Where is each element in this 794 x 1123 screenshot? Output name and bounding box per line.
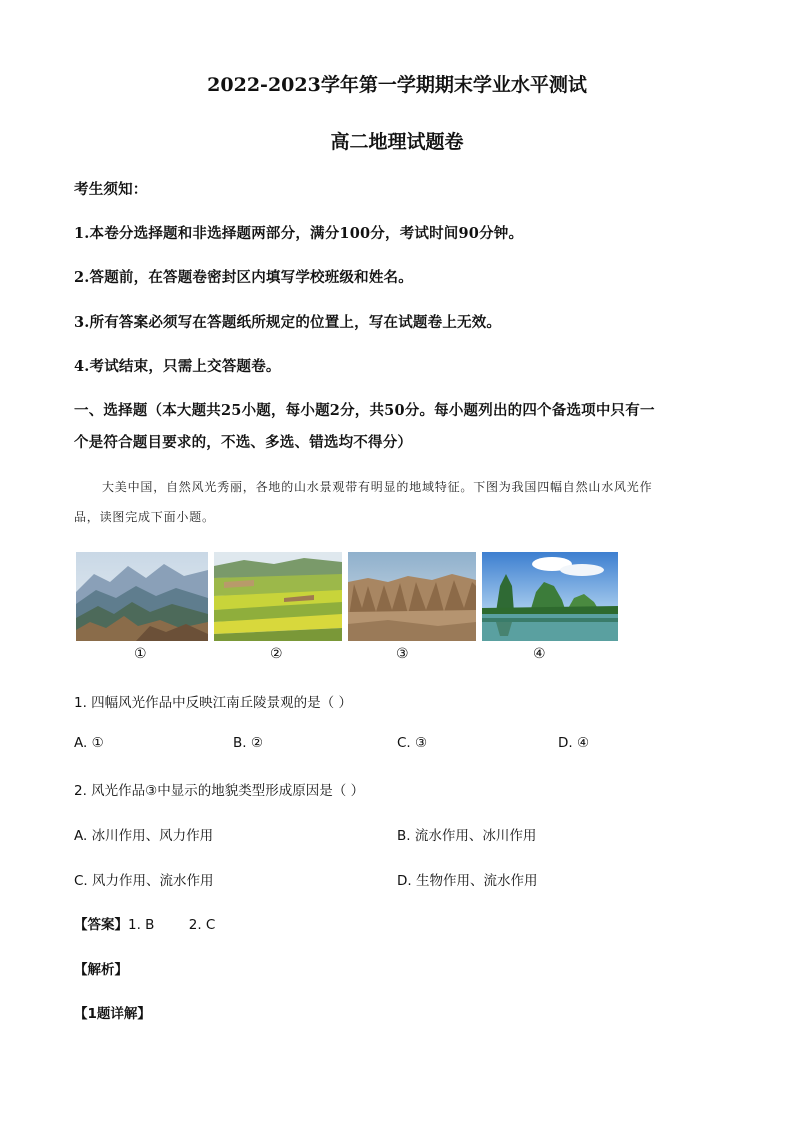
photo-label: ① (134, 646, 147, 662)
analysis-heading: 【解析】 (74, 962, 128, 978)
question-stem: 1. 四幅风光作品中反映江南丘陵景观的是（ ） (74, 695, 352, 711)
photo-label: ③ (396, 646, 409, 662)
option-a: A. 冰川作用、风力作用 (74, 828, 214, 844)
notice-item: 3.所有答案必须写在答题纸所规定的位置上，写在试题卷上无效。 (74, 314, 502, 331)
option-b: B. ② (233, 735, 263, 751)
terraced-fields-photo (214, 552, 342, 641)
notice-item: 1.本卷分选择题和非选择题两部分，满分100分，考试时间90分钟。 (74, 225, 524, 242)
answer-text: 1. B 2. C (128, 917, 216, 933)
section-heading-cont: 个是符合题目要求的，不选、多选、错选均不得分） (74, 434, 413, 451)
intro-text: 大美中国，自然风光秀丽，各地的山水景观带有明显的地域特征。下图为我国四幅自然山水风光作 (102, 480, 653, 494)
intro-text-cont: 品，读图完成下面小题。 (74, 510, 215, 524)
option-b: B. 流水作用、冰川作用 (397, 828, 537, 844)
mountain-range-photo (76, 552, 208, 641)
detail-heading: 【1题详解】 (74, 1006, 151, 1022)
answer-mark: 【答案】 (74, 917, 128, 933)
photo-label: ② (270, 646, 283, 662)
karst-river-photo (482, 552, 618, 641)
photo-label: ④ (533, 646, 546, 662)
notice-item: 4.考试结束，只需上交答题卷。 (74, 358, 281, 375)
exam-title: 2022-2023学年第一学期期末学业水平测试 (207, 74, 587, 96)
loess-plateau-photo (348, 552, 476, 641)
option-c: C. ③ (397, 735, 428, 751)
notice-heading: 考生须知： (74, 181, 148, 198)
option-a: A. ① (74, 735, 104, 751)
option-d: D. ④ (558, 735, 590, 751)
question-stem: 2. 风光作品③中显示的地貌类型形成原因是（ ） (74, 783, 365, 799)
notice-item: 2.答题前，在答题卷密封区内填写学校班级和姓名。 (74, 269, 413, 286)
option-c: C. 风力作用、流水作用 (74, 873, 214, 889)
exam-subtitle: 高二地理试题卷 (330, 131, 464, 153)
answer-line (74, 913, 215, 933)
section-heading: 一、选择题（本大题共25小题，每小题2分，共50分。每小题列出的四个备选项中只有一 (74, 402, 655, 419)
option-d: D. 生物作用、流水作用 (397, 873, 538, 889)
